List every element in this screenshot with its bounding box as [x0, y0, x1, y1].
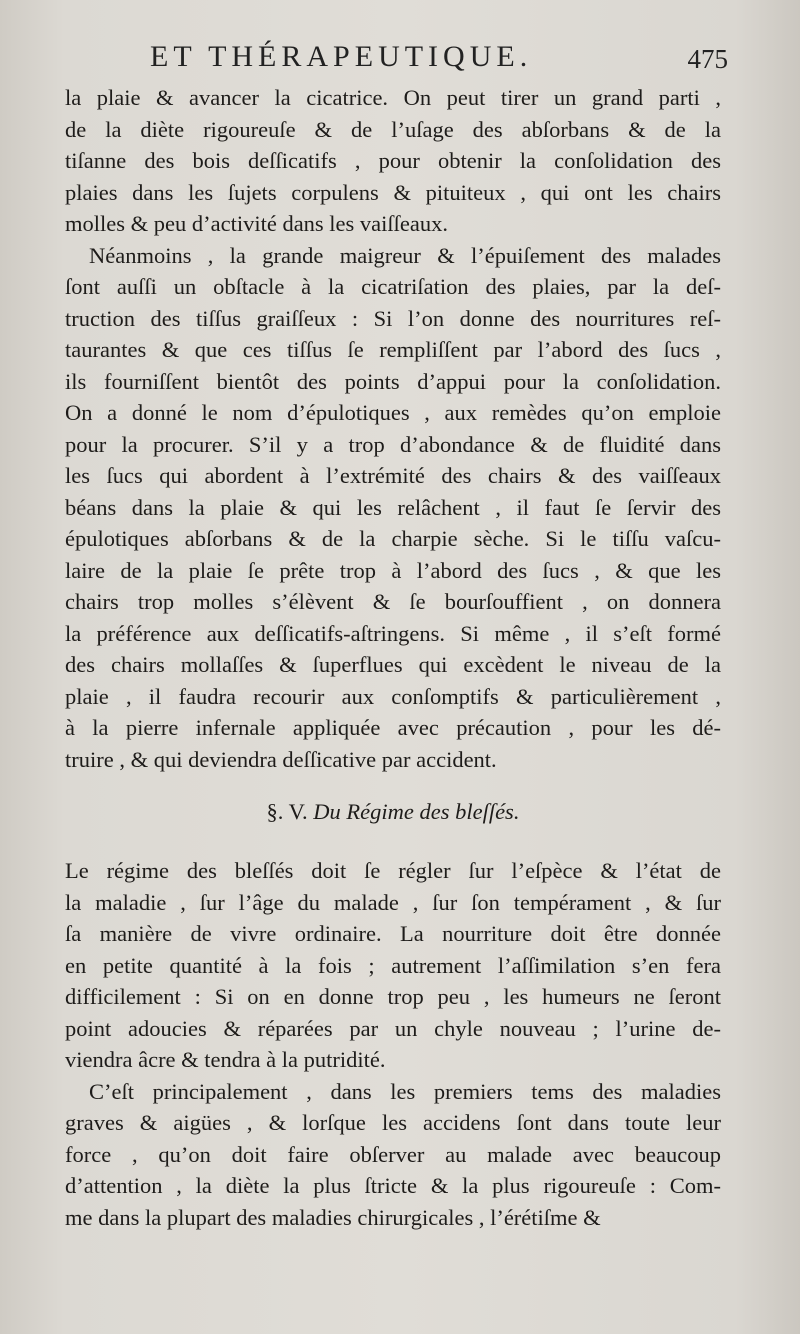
text-line: plaies dans les ſujets corpulens & pituiteux , qui ont les chairs — [65, 179, 721, 205]
text-line: taurantes & que ces tiſſus ſe rempliſſent par l’abord des ſucs , — [65, 337, 721, 362]
text-line: de la diète rigoureuſe & de l’uſage des abſorbans & de la — [65, 116, 721, 142]
section-heading — [65, 796, 721, 828]
running-head: ET THÉRAPEUTIQUE. — [150, 40, 533, 73]
paragraph — [65, 855, 721, 1076]
text-line: ſa manière de vivre ordinaire. La nourriture doit être donnée — [65, 921, 721, 946]
text-line: point adoucies & réparées par un chyle nouveau ; l’urine de- — [65, 1015, 721, 1041]
text-line: plaie , il faudra recourir aux conſomptifs & particulièrement , — [65, 683, 721, 709]
text-line: graves & aigües , & lorſque les accidens ſont dans toute leur — [65, 1110, 721, 1135]
text-line: On a donné le nom d’épulotiques , aux remèdes qu’on emploie — [65, 400, 721, 425]
page-header — [150, 40, 750, 80]
text-line: pour la procurer. S’il y a trop d’abondance & de fluidité dans — [65, 431, 721, 457]
paragraph — [65, 1076, 721, 1234]
text-line: la maladie , ſur l’âge du malade , ſur ſon tempérament , & ſur — [65, 889, 721, 915]
text-line: difficilement : Si on en donne trop peu , les humeurs ne ſeront — [65, 984, 721, 1009]
text-block-top — [65, 82, 721, 775]
section-number: §. V. — [266, 799, 308, 824]
text-line: me dans la plupart des maladies chirurgicales , l’érétiſme & — [65, 1204, 601, 1230]
section-title: Du Régime des bleſſés. — [313, 799, 520, 824]
text-line: à la pierre infernale appliquée avec précaution , pour les dé- — [65, 715, 721, 740]
text-line: tiſanne des bois deſſicatifs , pour obtenir la conſolidation des — [65, 148, 721, 173]
text-line: Néanmoins , la grande maigreur & l’épuiſement des malades — [89, 242, 721, 268]
text-block-bottom — [65, 855, 721, 1233]
paragraph — [65, 82, 721, 240]
text-line: la préférence aux deſſicatifs-aſtringens. Si même , il s’eſt formé — [65, 620, 721, 646]
page-number: 475 — [687, 44, 728, 74]
text-line: C’eſt principalement , dans les premiers tems des maladies — [89, 1078, 721, 1104]
text-line: ſont auſſi un obſtacle à la cicatriſation des plaies, par la deſ- — [65, 274, 721, 299]
text-line: d’attention , la diète la plus ſtricte & la plus rigoureuſe : Com- — [65, 1173, 721, 1198]
text-line: Le régime des bleſſés doit ſe régler ſur l’eſpèce & l’état de — [65, 858, 721, 883]
text-line: laire de la plaie ſe prête trop à l’abord des ſucs , & que les — [65, 557, 721, 583]
text-line: en petite quantité à la fois ; autrement l’aſſimilation s’en fera — [65, 952, 721, 978]
text-line: la plaie & avancer la cicatrice. On peut tirer un grand parti , — [65, 85, 721, 110]
text-line: molles & peu d’activité dans les vaiſſeaux. — [65, 211, 449, 236]
text-line: truction des tiſſus graiſſeux : Si l’on donne des nourritures reſ- — [65, 305, 721, 331]
text-line: des chairs mollaſſes & ſuperflues qui excèdent le niveau de la — [65, 652, 721, 677]
text-line: les ſucs qui abordent à l’extrémité des chairs & des vaiſſeaux — [65, 463, 721, 488]
text-line: truire , & qui deviendra deſſicative par accident. — [65, 746, 497, 772]
text-line: viendra âcre & tendra à la putridité. — [65, 1047, 386, 1072]
text-line: ils fourniſſent bientôt des points d’appui pour la conſolidation. — [65, 368, 721, 394]
text-line: épulotiques abſorbans & de la charpie sèche. Si le tiſſu vaſcu- — [65, 526, 721, 551]
text-line: chairs trop molles s’élèvent & ſe bourſouffient , on donnera — [65, 589, 721, 614]
text-line: force , qu’on doit faire obſerver au malade avec beaucoup — [65, 1141, 721, 1167]
paragraph — [65, 240, 721, 776]
text-line: béans dans la plaie & qui les relâchent , il faut ſe ſervir des — [65, 494, 721, 520]
